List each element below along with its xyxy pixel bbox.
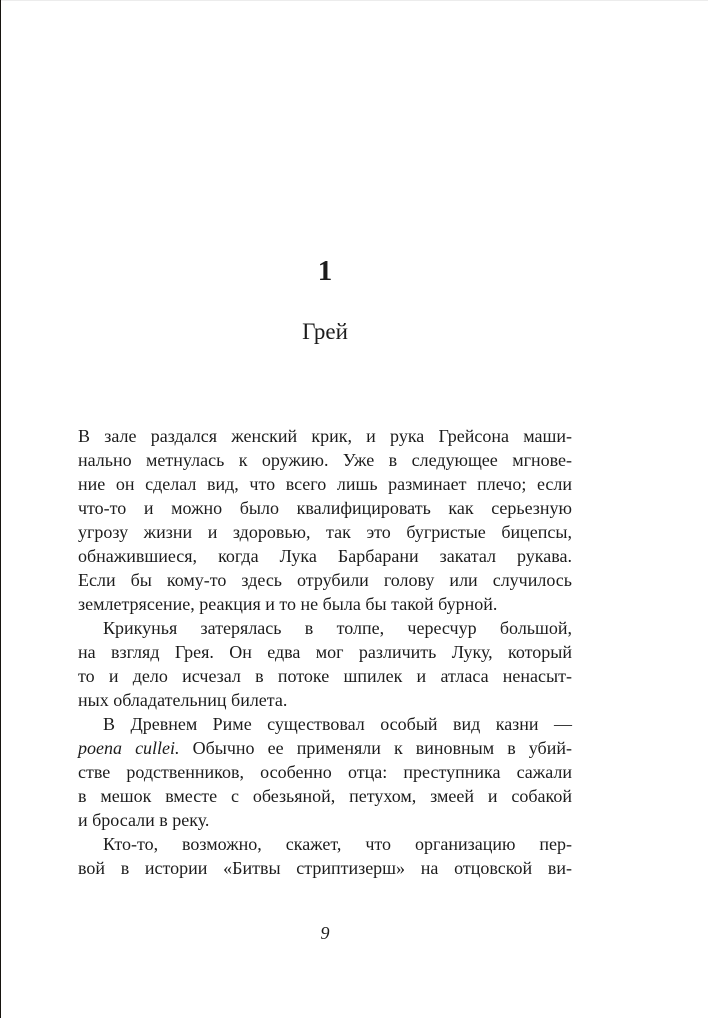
text-line: вой в истории «Битвы стриптизерш» на отцовской ви-: [78, 858, 572, 878]
text-line: ных обладательниц билета.: [78, 690, 288, 710]
text-line: В Древнем Риме существовал особый вид казни —: [103, 714, 572, 734]
body-text: [78, 424, 572, 880]
text-line: землетрясение, реакция и то не была бы такой бурной.: [78, 594, 498, 614]
text-line: В зале раздался женский крик, и рука Грейсона маши-: [78, 426, 572, 446]
scan-edge-left-artifact: [0, 0, 1, 1018]
text-line: стве родственников, особенно отца: преступника сажали: [78, 762, 572, 782]
text-line: нально метнулась к оружию. Уже в следующее мгнове-: [78, 450, 572, 470]
text-line: poena cullei. Обычно ее применяли к виновным в убий-: [78, 738, 572, 758]
text-block: [78, 0, 572, 942]
text-line: и бросали в реку.: [78, 810, 210, 830]
text-line: на взгляд Грея. Он едва мог различить Луку, который: [78, 642, 572, 662]
text-line: Кто-то, возможно, скажет, что организацию пер-: [103, 834, 572, 854]
text-line: угрозу жизни и здоровью, так это бугристые бицепсы,: [78, 522, 572, 542]
text-line: Крикунья затерялась в толпе, чересчур большой,: [103, 618, 572, 638]
text-line: то и дело исчезал в потоке шпилек и атласа ненасыт-: [78, 666, 572, 686]
text-line: что-то и можно было квалифицировать как серьезную: [78, 498, 572, 518]
text-line: обнажившиеся, когда Лука Барбарани закатал рукава.: [78, 546, 572, 566]
chapter-number: 1: [317, 255, 333, 287]
text-line: в мешок вместе с обезьяной, петухом, змеей и собакой: [78, 786, 572, 806]
page-number: 9: [320, 923, 330, 943]
chapter-title: Грей: [302, 319, 348, 344]
text-line: ние он сделал вид, что всего лишь разминает плечо; если: [78, 474, 572, 494]
text-line: Если бы кому-то здесь отрубили голову или случилось: [78, 570, 572, 590]
